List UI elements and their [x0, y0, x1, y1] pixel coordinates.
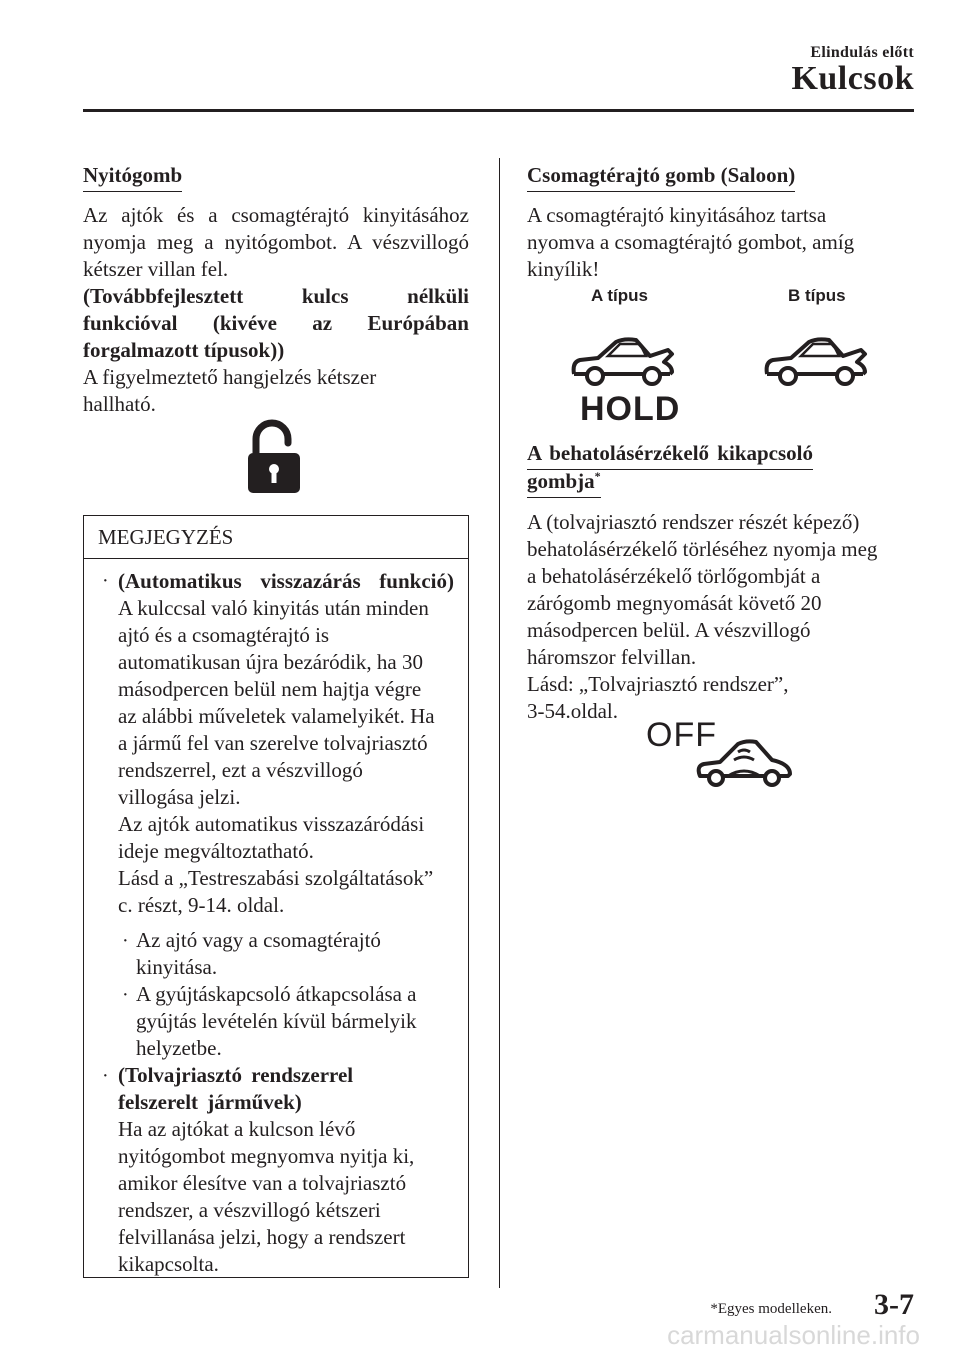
note-box	[83, 515, 469, 1278]
heading-behatolaserzekelo-line2: gombja*	[527, 468, 601, 498]
figure-label-b: B típus	[788, 286, 846, 305]
page-number: 3-7	[874, 1288, 914, 1321]
off-label: OFF	[646, 716, 717, 754]
right-paragraph-2: A (tolvajriasztó rendszer részét képező) behatolásérzékelő törléséhez nyomja meg a behatolásérzékelő törlőgombját a zárógomb megnyomását követő 20 másodpercen belül. A vészvillogó háromszor felvillan. Lásd: „Tolvajriasztó rendszer”, 3-54.oldal.	[527, 510, 878, 723]
note-subitem-1: Az ajtó vagy a csomagtérajtó kinyitása.	[136, 928, 381, 979]
hold-label: HOLD	[580, 390, 681, 428]
note-subitem-2: A gyújtáskapcsoló átkapcsolása a gyújtás levételén kívül bármelyik helyzetbe.	[136, 982, 417, 1060]
footnote: *Egyes modelleken.	[710, 1301, 832, 1317]
figure-label-a: A típus	[591, 286, 648, 305]
bullet: ·	[122, 930, 129, 952]
right-paragraph-1: A csomagtérajtó kinyitásához tartsa nyomva a csomagtérajtó gombot, amíg kinyílik!	[527, 203, 855, 281]
column-divider	[499, 158, 500, 1288]
note-title: MEGJEGYZÉS	[84, 516, 468, 559]
bullet: ·	[122, 984, 129, 1006]
intrusion-sensor-off-icon	[694, 730, 798, 790]
watermark: carmanualsonline.info	[667, 1320, 920, 1350]
heading-nyitogomb: Nyitógomb	[83, 162, 182, 192]
note-item-1: (Automatikus visszazárás funkció) A kulccsal való kinyitás után minden ajtó és a csomagtérajtó is automatikusan újra bezáródik, ha 30 másodpercen belül nem hajtja végre az alábbi műveletek valamelyikét. Ha a jármű fel van szerelve tolvajriasztó rendszerrel, ezt a vészvillogó villogása jelzi. Az ajtók automatikus visszazáródási ideje megváltoztatható. Lásd a „Testreszabási szolgáltatások” c. részt, 9-14. oldal.	[118, 569, 454, 917]
trunk-open-icon-b	[761, 332, 875, 388]
left-paragraph-1: Az ajtók és a csomagtérajtó kinyitásához nyomja meg a nyitógombot. A vészvillogó kétszer villan fel. (Továbbfejlesztett kulcs nélküli funkcióval (kivéve az Európában forgalmazott típusok)) A figyelmeztető hangjelzés kétszer hallható.	[83, 203, 469, 416]
header-rule	[83, 109, 914, 112]
note-item-2: (Tolvajriasztó rendszerrel felszerelt járművek) Ha az ajtókat a kulcson lévő nyitógombot megnyomva nyitja ki, amikor élesítve van a tolvajriasztó rendszer, a vészvillogó kétszeri felvillanása jelzi, hogy a rendszert kikapcsolta.	[118, 1063, 415, 1276]
trunk-open-icon-a	[568, 332, 682, 388]
heading-behatolaserzekelo-line1: A behatolásérzékelő kikapcsoló	[527, 440, 813, 470]
section-title: Elindulás előtt	[810, 44, 914, 61]
page-title: Kulcsok	[791, 60, 914, 97]
heading-csomagterajto-gomb: Csomagtérajtó gomb (Saloon)	[527, 162, 795, 192]
unlock-icon	[246, 417, 302, 495]
bullet: ·	[102, 570, 109, 592]
bullet: ·	[102, 1065, 109, 1087]
